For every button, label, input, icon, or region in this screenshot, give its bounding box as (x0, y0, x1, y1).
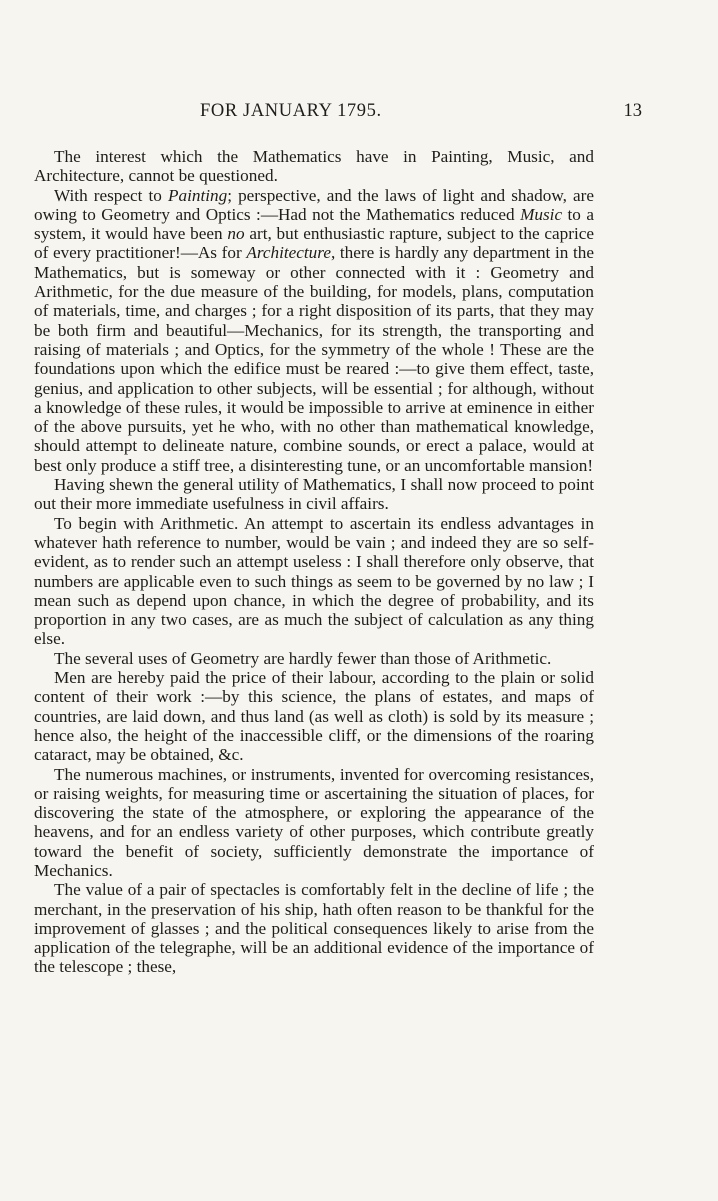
paragraph-optics-spectacles: The value of a pair of spectacles is comfortably felt in the decline of life ; the merchant, in the preservation of his ship, hath often reason to be thankful for the improvement of glasses ; and the political consequences likely to arise from the application of the telegraphe, will be an additional evidence of the importance of the telescope ; these, (34, 880, 594, 977)
italic-architecture: Architecture (246, 243, 331, 263)
paragraph-geometry-uses: The several uses of Geometry are hardly fewer than those of Arithmetic. (54, 648, 552, 668)
running-title: FOR JANUARY 1795. (200, 101, 382, 121)
paragraph-arithmetic: To begin with Arithmetic. An attempt to ascertain its endless advantages in whatever hath reference to number, would be vain ; and indeed they are so self-evident, as to render such an attempt useless : I shall therefore only observe, that numbers are applicable even to such things as seem to be governed by no law ; I mean such as depend upon chance, in which the degree of probability, and its proportion in any two cases, are as much the subject of calculation as any thing else. (34, 513, 594, 649)
paragraph-mechanics: The numerous machines, or instruments, invented for overcoming resistances, or raising weights, for measuring time or ascertaining the situation of places, for discovering the state of the atmosphere, or exploring the appearance of the heavens, and for an endless variety of other purposes, which contribute greatly toward the benefit of society, sufficiently demonstrate the importance of Mechanics. (34, 764, 594, 880)
italic-no: no (227, 224, 245, 244)
paragraph-mathematics-interest: The interest which the Mathematics have in Painting, Music, and Architecture, cannot be questioned. (34, 147, 594, 186)
italic-painting: Painting (168, 185, 228, 205)
italic-music: Music (520, 204, 563, 224)
body-text (34, 147, 594, 977)
page-header (34, 101, 642, 129)
paragraph-labour-measure: Men are hereby paid the price of their labour, according to the plain or solid content of their work :—by this science, the plans of estates, and maps of countries, are laid down, and thus land (as well as cloth) is sold by its measure ; hence also, the height of the inaccessible cliff, or the dimensions of the roaring cataract, may be obtained, &c. (34, 668, 594, 765)
paragraph-general-utility: Having shewn the general utility of Mathematics, I shall now proceed to point out their more immediate usefulness in civil affairs. (34, 475, 594, 514)
page-number: 13 (623, 101, 642, 121)
paragraph-painting-music-architecture: With respect to Painting; perspective, and the laws of light and shadow, are owing to Geometry and Optics :—Had not the Mathematics reduced Music to a system, it would have been no art, but enthusiastic rapture, subject to the caprice of every practitioner!—As for Architecture, there is hardly any department in the Mathematics, but is someway or other connected with it : Geometry and Arithmetic, for the due measure of the building, for models, plans, computation of materials, time, and charges ; for a right disposition of its parts, that they may be both firm and beautiful—Mechanics, for its strength, the transporting and raising of materials ; and Optics, for the symmetry of the whole ! These are the foundations upon which the edifice must be reared :—to give them effect, taste, genius, and application to other subjects, will be essential ; for although, without a knowledge of these rules, it would be impossible to arrive at eminence in either of the above pursuits, yet he who, with no other than mathematical knowledge, should attempt to delineate nature, combine sounds, or erect a palace, would at best only produce a stiff tree, a disinteresting tune, or an uncomfortable mansion! (34, 185, 595, 475)
